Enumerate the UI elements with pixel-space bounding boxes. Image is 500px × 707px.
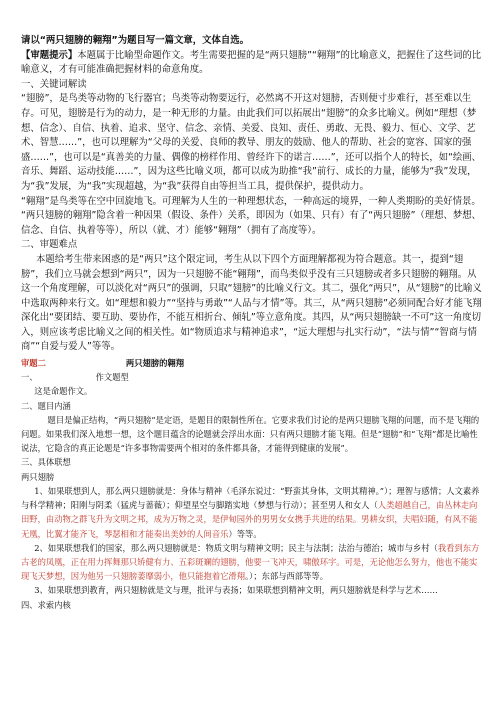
section1-p3: “两只翅膀的翱翔”隐含着一种因果（假设、条件）关系，即因为（如果、只有）有了“两只翅膀”（理想、梦想、信念、自信、执着等等），所以（就、才）能够“翱翔”（拥有了高度等）。 <box>21 210 482 236</box>
part2-s1-label: 作文题型 <box>95 372 129 383</box>
hint-text: 本题属于比喻型命题作文。考生需要把握的是“两只翅膀”“翱翔”的比喻意义，把握住了这些词的比喻意义，才有可能准确把握材料的命意角度。 <box>21 49 482 76</box>
part2-s3-heading: 三、具体联想 <box>21 457 71 468</box>
section2-body-text: 本题给考生带来困惑的是“两只”这个限定词，考生从以下四个方面理解都视为符合题意。其一，提到“翅膀”，我们立马就会想到“两只”，因为一只翅膀不能“翱翔”，而鸟类似乎没有三只翅膀或者多只翅膀的翱翔。从这一个角度理解，可以淡化对“两只”的强调，只取“翅膀”的比喻义行文。其二，强化“两只”，从“翅膀”的比喻义中选取两种来行文。如“理想和毅力”“坚持与勇敢”“人品与才情”等。其三，从“两只翅膀”必须同配合好才能飞翔 <box>21 253 482 309</box>
section1-body: “翅膀”，是鸟类等动物的飞行器官；鸟类等动物要远行，必然离不开这对翅膀，否则便寸步难行，甚至难以生存。可见，翅膀是行为的动力，是一种无形的力量。由此我们可以拓展出“翅膀”的众多比喻义。例如“理想（梦想、信念）、自信、执着、追求、坚守、信念、亲情、美爱、良知、责任、勇敢、无畏、毅力、恒心、文学、艺术、智慧……”，也可以理解为“父母的关爱、良师的教导、朋友的鼓励、他人的帮助、社会的宽容、国家的强盛……”，也可以是“真善美的力量、偶像的榜样作用、曾经许下的诺言……”，还可以指个人的特长，如“绘画、音乐、舞蹈、运动技能……”，因为这些比喻义项，都可以成为助推“我”前行、成长的力量，能够为“我”发现，为“我”发展，为“我”实现超越，为“我”获得自由等担当工具，提供保护，提供动力。 <box>21 93 482 192</box>
guidance-section <box>21 34 482 355</box>
part2-s1 <box>21 370 482 384</box>
part2-s1-body: 这是命题作文。 <box>34 386 93 397</box>
part2-header <box>21 356 482 370</box>
part2-s4-heading: 四、求索内核 <box>21 599 71 610</box>
part2-section <box>21 356 482 612</box>
hint-paragraph <box>21 49 482 78</box>
item1-tail: ）等等。 <box>228 528 262 539</box>
section2-heading: 二、审题难点 <box>21 239 78 251</box>
part2-s3-sub: 两只翅膀 <box>21 471 55 482</box>
part2-label: 审题二 <box>21 358 46 369</box>
section2-body <box>21 253 482 355</box>
item1-text: 1、如果联想到人，那么两只翅膀就是：身体与精神（毛泽东说过：“野蛮其身体，文明其精神。”）；理智与感情；人文素养与科学精神；阳刚与阴柔（猛虎与蔷薇）；仰望星空与脚踏实地（梦想与行动）；甚至男人和女人（ <box>21 485 480 511</box>
part2-item1 <box>21 484 482 541</box>
part2-s1-heading: 一、 <box>21 372 38 383</box>
item2-highlight: 我看到东方古老的凤凰，正在用力挥舞那只矫健有力、五彩斑斓的翅膀，他要一飞冲天，啸傲环宇。可是，无论他怎么努力，他也不能实现飞天梦想，因为他另一只翅膀萎靡弱小，他只能抱着它滑翔 <box>21 542 480 582</box>
section1-p2: “翱翔”是鸟类等在空中回旋地飞。可理解为人生的一种理想状态，一种高远的境界，一种人类期盼的美好情景。 <box>21 195 481 207</box>
section2-body-tail: 深化出“要团结、要互助、要协作，不能互相折台、倾轧”等立意角度。其四，从“两只翅膀缺一不可”这一角度切入，则应该考虑比喻义之间的相关性。如“物质追求与精神追求”，“远大理想与扎实行动”，“法与情”“智商与情商”“自爱与爱人”等等。 <box>21 312 482 353</box>
item1-highlight: 人类超越自己，由丛林走向田野，由动物之群飞升为文明之邦，成为万物之灵，是伊甸园外的男男女女携手共进的结果。男耕女织，夫唱妇随，有风不能无凰，比翼才能齐飞，琴瑟相和才能奏出美妙的人间音乐 <box>21 500 478 539</box>
item2-text: 2、如果联想我们的国家，那么两只翅膀就是：物质文明与精神文明；民主与法制；法治与德治；城市与乡村（ <box>34 542 438 553</box>
part2-s2-body: 题目是偏正结构，“两只翅膀”是定语，是题目的限制性所在。它要求我们讨论的是两只翅膀飞翔的问题，而不是飞翔的问题。如果我们深入地想一想，这个题目蕴含的论题就会浮出水面：只有两只翅膀才能飞翔。但是“翅膀”和“飞翔”都是比喻性说法，它隐含的真正论题是“许多事物需要两个相对的条件都具备，才能得到健康的发展”。 <box>21 414 480 454</box>
section1-heading: 一、关键词解读 <box>21 78 87 90</box>
part2-item2 <box>21 541 482 584</box>
part2-item3: 3、如果联想到教育，两只翅膀就是文与理，批评与表扬；如果联想到精神文明，两只翅膀就是科学与艺术…… <box>34 585 438 596</box>
hint-label: 【审题提示】 <box>21 49 78 61</box>
part2-s2-heading: 二、题目内涵 <box>21 400 71 411</box>
prompt-title: 请以“两只翅膀的翱翔”为题目写一篇文章，文体自选。 <box>21 35 249 46</box>
item2-tail: 。）；东部与西部等等。 <box>245 571 328 582</box>
part2-title: 两只翅膀的翱翔 <box>125 358 184 369</box>
